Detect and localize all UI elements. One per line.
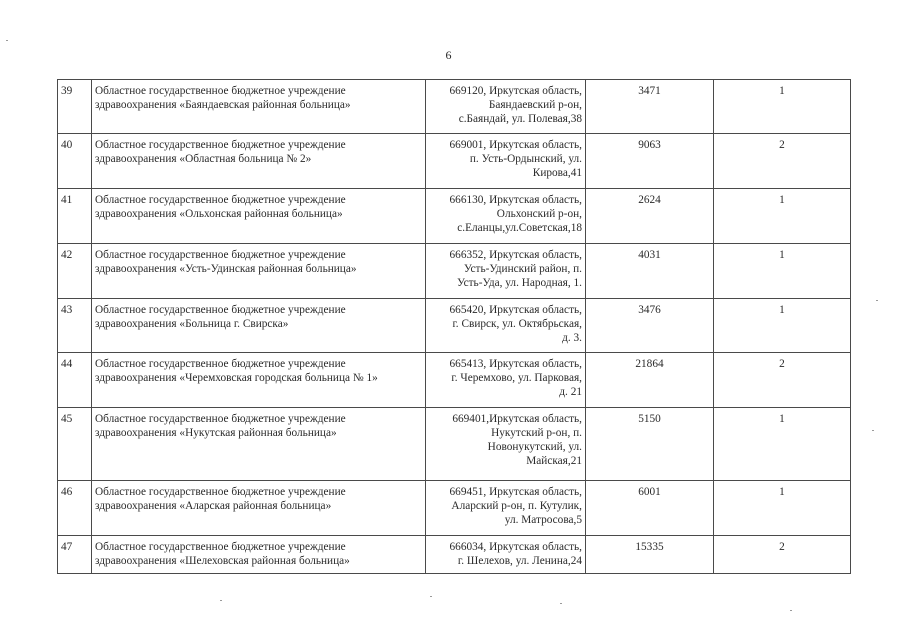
address-line: Кирова,41 — [532, 167, 582, 179]
row-number: 47 — [58, 536, 92, 574]
count-value: 6001 — [586, 481, 714, 536]
address — [426, 134, 586, 189]
address-line: 666034, Иркутская область, — [449, 541, 582, 553]
institution-name — [92, 80, 426, 134]
scan-speck — [6, 40, 8, 41]
category-value: 1 — [714, 244, 851, 299]
institution-name-line: здравоохранения «Черемховская городская больница № 1» — [95, 372, 378, 384]
count-value: 21864 — [586, 353, 714, 408]
category-value: 2 — [714, 536, 851, 574]
address — [426, 80, 586, 134]
table-row — [58, 408, 851, 481]
address-line: ул. Матросова,5 — [504, 514, 582, 526]
institution-name-line: здравоохранения «Шелеховская районная больница» — [95, 555, 350, 567]
address-line: с.Баяндай, ул. Полевая,38 — [458, 113, 582, 125]
address — [426, 536, 586, 574]
address — [426, 481, 586, 536]
address-line: п. Усть-Ордынский, ул. — [469, 153, 582, 165]
page-number: 6 — [445, 48, 452, 62]
category-value: 1 — [714, 408, 851, 481]
scan-speck — [560, 603, 562, 604]
address-line: г. Свирск, ул. Октябрьская, — [452, 318, 582, 330]
count-value: 5150 — [586, 408, 714, 481]
hospital-table — [57, 79, 851, 574]
scan-speck — [876, 300, 878, 301]
address-line: Аларский р-он, п. Кутулик, — [451, 500, 582, 512]
institution-name-line: здравоохранения «Аларская районная больница» — [95, 500, 332, 512]
row-number: 42 — [58, 244, 92, 299]
scan-speck — [430, 596, 432, 597]
row-number: 39 — [58, 80, 92, 134]
address — [426, 408, 586, 481]
table-row — [58, 244, 851, 299]
category-value: 2 — [714, 134, 851, 189]
institution-name — [92, 353, 426, 408]
address-line: Усть-Удинский район, п. — [463, 263, 582, 275]
institution-name-line: Областное государственное бюджетное учреждение — [95, 249, 346, 261]
category-value: 2 — [714, 353, 851, 408]
institution-name-line: Областное государственное бюджетное учреждение — [95, 139, 346, 151]
institution-name-line: здравоохранения «Областная больница № 2» — [95, 153, 312, 165]
institution-name — [92, 189, 426, 244]
count-value: 3471 — [586, 80, 714, 134]
table-row — [58, 353, 851, 408]
institution-name-line: здравоохранения «Усть-Удинская районная больница» — [95, 263, 357, 275]
institution-name-line: здравоохранения «Больница г. Свирска» — [95, 318, 289, 330]
table-row — [58, 536, 851, 574]
institution-name-line: Областное государственное бюджетное учреждение — [95, 358, 346, 370]
institution-name — [92, 481, 426, 536]
scan-speck — [872, 430, 874, 431]
address-line: 669001, Иркутская область, — [449, 139, 582, 151]
count-value: 3476 — [586, 299, 714, 353]
institution-name-line: Областное государственное бюджетное учреждение — [95, 541, 346, 553]
institution-name-line: Областное государственное бюджетное учреждение — [95, 304, 346, 316]
table-row — [58, 299, 851, 353]
address-line: 669451, Иркутская область, — [449, 486, 582, 498]
address-line: 669401,Иркутская область, — [452, 413, 582, 425]
category-value: 1 — [714, 481, 851, 536]
category-value: 1 — [714, 80, 851, 134]
address-line: 669120, Иркутская область, — [449, 85, 582, 97]
address-line: г. Черемхово, ул. Парковая, — [451, 372, 582, 384]
row-number: 44 — [58, 353, 92, 408]
count-value: 9063 — [586, 134, 714, 189]
institution-name — [92, 244, 426, 299]
address-line: Майская,21 — [526, 455, 582, 467]
address-line: Ольхонский р-он, — [496, 208, 582, 220]
table-row — [58, 134, 851, 189]
institution-name-line: Областное государственное бюджетное учреждение — [95, 194, 346, 206]
institution-name-line: Областное государственное бюджетное учреждение — [95, 486, 346, 498]
institution-name-line: здравоохранения «Ольхонская районная больница» — [95, 208, 343, 220]
address — [426, 353, 586, 408]
institution-name — [92, 536, 426, 574]
address-line: 665420, Иркутская область, — [449, 304, 582, 316]
institution-name-line: Областное государственное бюджетное учреждение — [95, 85, 346, 97]
address-line: с.Еланцы,ул.Советская,18 — [457, 222, 582, 234]
address-line: г. Шелехов, ул. Ленина,24 — [457, 555, 582, 567]
table-row — [58, 481, 851, 536]
category-value: 1 — [714, 299, 851, 353]
institution-name — [92, 299, 426, 353]
row-number: 41 — [58, 189, 92, 244]
count-value: 2624 — [586, 189, 714, 244]
row-number: 43 — [58, 299, 92, 353]
address — [426, 299, 586, 353]
count-value: 15335 — [586, 536, 714, 574]
address — [426, 189, 586, 244]
address-line: 666130, Иркутская область, — [449, 194, 582, 206]
address-line: Нукутский р-он, п. — [491, 427, 582, 439]
table-row — [58, 80, 851, 134]
address-line: д. 3. — [562, 332, 582, 344]
row-number: 45 — [58, 408, 92, 481]
scan-speck — [790, 610, 792, 611]
row-number: 46 — [58, 481, 92, 536]
address-line: д. 21 — [559, 386, 582, 398]
scan-speck — [220, 600, 222, 601]
category-value: 1 — [714, 189, 851, 244]
institution-name — [92, 408, 426, 481]
address-line: Усть-Уда, ул. Народная, 1. — [456, 277, 582, 289]
table-row — [58, 189, 851, 244]
address-line: 666352, Иркутская область, — [449, 249, 582, 261]
institution-name-line: здравоохранения «Баяндаевская районная больница» — [95, 99, 351, 111]
institution-name-line: здравоохранения «Нукутская районная больница» — [95, 427, 337, 439]
row-number: 40 — [58, 134, 92, 189]
count-value: 4031 — [586, 244, 714, 299]
address-line: 665413, Иркутская область, — [449, 358, 582, 370]
institution-name-line: Областное государственное бюджетное учреждение — [95, 413, 346, 425]
address-line: Баяндаевский р-он, — [488, 99, 582, 111]
address-line: Новонукутский, ул. — [487, 441, 582, 453]
institution-name — [92, 134, 426, 189]
address — [426, 244, 586, 299]
